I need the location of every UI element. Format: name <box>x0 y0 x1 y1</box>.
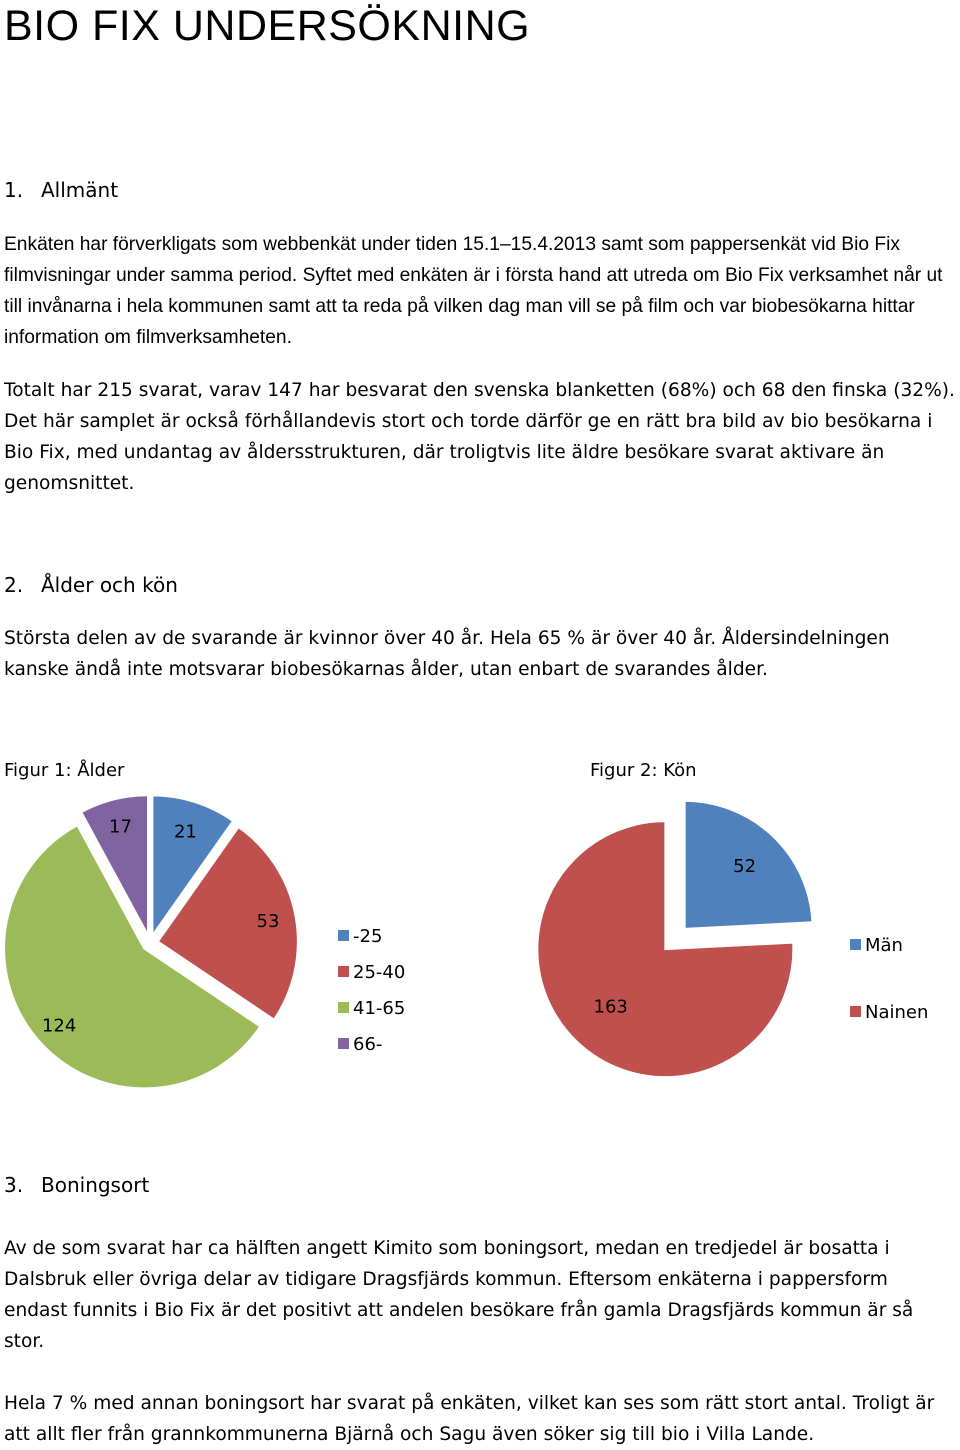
section-number: 1. <box>4 178 24 202</box>
section-title: Allmänt <box>41 178 119 202</box>
gender-pie-chart <box>537 801 812 1077</box>
pie-data-label-25-40: 53 <box>256 911 280 933</box>
gender-legend <box>850 935 928 1023</box>
section-title: Ålder och kön <box>41 573 178 597</box>
legend-label-25-40: 25-40 <box>353 962 406 983</box>
section-heading-alder-och-kon <box>4 573 178 597</box>
age-legend <box>338 926 405 1055</box>
paragraph-age-gender: Största delen av de svarande är kvinnor över 40 år. Hela 65 % är över 40 år. Åldersindelningen kanske ändå inte motsvarar biobesökarnas ålder, utan enbart de svarandes ålder. <box>4 628 890 680</box>
section-number: 2. <box>4 573 24 597</box>
pie-data-label-41-65: 124 <box>41 1015 77 1037</box>
section-heading-boningsort <box>4 1173 149 1197</box>
age-pie-chart <box>4 795 298 1088</box>
legend-label-nainen: Nainen <box>865 1002 929 1023</box>
charts-area <box>0 780 960 1100</box>
pie-data-label-män: 52 <box>733 855 757 877</box>
legend-swatch-25-40 <box>338 966 349 977</box>
pie-data-label-66: 17 <box>109 816 132 838</box>
paragraph-intro: Enkäten har förverkligats som webbenkät under tiden 15.1–15.4.2013 samt som pappersenkät vid Bio Fix filmvisningar under samma period. Syftet med enkäten är i första hand att utreda om Bio Fix verksamhet når ut till invånarna i hela kommunen samt att ta reda på vilken dag man vill se på film och var biobesökarna hittar information om filmverksamheten. <box>4 234 943 348</box>
legend-label-män: Män <box>865 935 903 956</box>
figure-1-caption: Figur 1: Ålder <box>4 760 125 781</box>
legend-label-25: -25 <box>353 926 383 947</box>
section-number: 3. <box>4 1173 24 1197</box>
pie-data-label-nainen: 163 <box>593 996 628 1018</box>
figure-2-caption: Figur 2: Kön <box>590 760 697 781</box>
section-title: Boningsort <box>41 1173 150 1197</box>
legend-swatch-25 <box>338 930 349 941</box>
pie-data-label-25: 21 <box>173 821 197 843</box>
legend-swatch-66 <box>338 1038 349 1049</box>
legend-label-66: 66- <box>353 1034 383 1055</box>
legend-label-41-65: 41-65 <box>353 998 406 1019</box>
legend-swatch-41-65 <box>338 1002 349 1013</box>
paragraph-other-residence: Hela 7 % med annan boningsort har svarat på enkäten, vilket kan ses som rätt stort antal. Troligt är att allt fler från grannkommunerna Bjärnå och Sagu även söker sig till bio i Villa Lande. <box>4 1393 935 1445</box>
legend-swatch-män <box>850 939 861 950</box>
document-title: BIO FIX UNDERSÖKNING <box>4 2 531 50</box>
legend-swatch-nainen <box>850 1006 861 1017</box>
section-heading-allmant <box>4 178 118 202</box>
paragraph-sample: Totalt har 215 svarat, varav 147 har besvarat den svenska blanketten (68%) och 68 den finska (32%). Det här samplet är också förhållandevis stort och torde därför ge en rätt bra bild av bio besökarna i Bio Fix, med undantag av åldersstrukturen, där troligtvis lite äldre besökare svarat aktivare än genomsnittet. <box>4 380 955 494</box>
paragraph-residence: Av de som svarat har ca hälften angett Kimito som boningsort, medan en tredjedel är bosatta i Dalsbruk eller övriga delar av tidigare Dragsfjärds kommun. Eftersom enkäterna i pappersform endast funnits i Bio Fix är det positivt att andelen besökare från gamla Dragsfjärds kommun är så stor. <box>4 1238 914 1352</box>
